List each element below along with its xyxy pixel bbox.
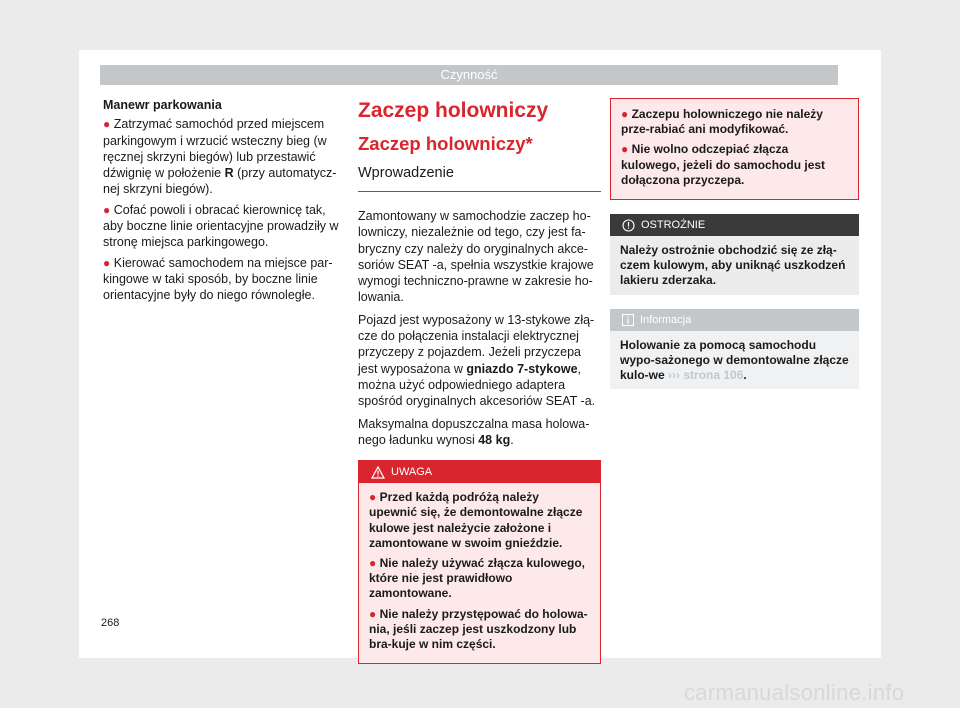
bullet-icon: ● <box>369 606 377 621</box>
bullet-icon: ● <box>103 255 111 270</box>
warning-header <box>359 461 600 483</box>
bullet-icon: ● <box>369 555 377 570</box>
intro-heading: Wprowadzenie <box>358 164 601 192</box>
exclamation-circle-icon <box>622 219 635 232</box>
warning-title: UWAGA <box>391 466 433 479</box>
caution-header <box>610 214 859 236</box>
bullet-icon: ● <box>103 117 111 132</box>
list-item: ● Nie wolno odczepiać złącza kulowego, jeżeli do samochodu jest dołączona przyczepa. <box>621 142 826 187</box>
watermark: carmanualsonline.info <box>684 680 905 705</box>
paragraph: Zamontowany w samochodzie zaczep ho-lowniczy, niezależnie od tego, czy jest fa-bryczny czy należy do oryginalnych akce-soriów SEAT -a, spełnia wszystkie krajowe wymogi techniczno-prawne w zakresie ho-lowania. <box>358 209 594 305</box>
bullet-icon: ● <box>621 142 629 157</box>
caution-body: Należy ostrożnie obchodzić się ze złą-czem kulowym, aby uniknąć uszkodzeń lakieru zderzaka. <box>610 236 859 295</box>
info-body: Holowanie za pomocą samochodu wypo-sażonego w demontowalne złącze kulo-we ››› strona 106. <box>610 331 859 390</box>
section-title: Zaczep holowniczy <box>358 99 549 122</box>
right-column <box>610 98 859 401</box>
bullet-icon: ● <box>621 107 629 121</box>
list-item: ● Przed każdą podróżą należy upewnić się, że demontowalne złącze kulowe jest należycie założone i zamontowane w swoim gnieździe. <box>369 490 583 550</box>
list-item: ● Nie należy przystępować do holowa-nia, jeśli zaczep jest uszkodzony lub bra-kuje w nim części. <box>369 606 588 651</box>
info-header <box>610 309 859 331</box>
warning-box <box>358 460 601 664</box>
list-item: ● Zaczepu holowniczego nie należy prze-rabiać ani modyfikować. <box>621 107 823 137</box>
list-item: ● Cofać powoli i obracać kierownicę tak, aby boczne linie orientacyjne prowadziły w stronę miejsca parkingowego. <box>103 202 339 250</box>
bullet-icon: ● <box>103 202 111 217</box>
list-item: ● Zatrzymać samochód przed miejscem parkingowym i wrzucić wsteczny bieg (w ręcznej skrzyni biegów) lub przestawić dźwignię w położenie R (przy automatycz-nej skrzyni biegów). <box>103 117 337 197</box>
page-number: 268 <box>101 617 120 629</box>
list-item: ● Kierować samochodem na miejsce par-kingowe w taki sposób, by boczne linie orientacyjne były do niego równoległe. <box>103 255 333 303</box>
paragraph: Maksymalna dopuszczalna masa holowa-nego ładunku wynosi 48 kg. <box>358 416 590 447</box>
info-title: Informacja <box>640 313 692 326</box>
bullet-icon: ● <box>369 490 377 505</box>
caution-box <box>610 214 859 295</box>
warning-body <box>359 483 600 663</box>
caution-title: OSTROŻNIE <box>641 219 706 232</box>
section-subtitle: Zaczep holowniczy* <box>358 133 533 154</box>
list-item: ● Nie należy używać złącza kulowego, które nie jest prawidłowo zamontowane. <box>369 555 585 601</box>
warning-triangle-icon <box>371 466 385 479</box>
paragraph: Pojazd jest wyposażony w 13-stykowe złą-cze do połączenia instalacji elektrycznej przyczepy z pojazdem. Jeżeli przyczepa jest wyposażona w gniazdo 7-stykowe, można użyć odpowiedniego adaptera spośród oryginalnych akcesoriów SEAT -a. <box>358 312 596 409</box>
parking-heading: Manewr parkowania <box>103 98 222 112</box>
page-reference-link[interactable]: ››› strona 106 <box>668 368 744 383</box>
middle-column <box>358 97 601 676</box>
section-header: Czynność <box>100 65 838 85</box>
left-column <box>103 97 343 308</box>
info-icon <box>622 314 634 326</box>
info-box <box>610 309 859 390</box>
warning-continuation-box <box>610 98 859 200</box>
